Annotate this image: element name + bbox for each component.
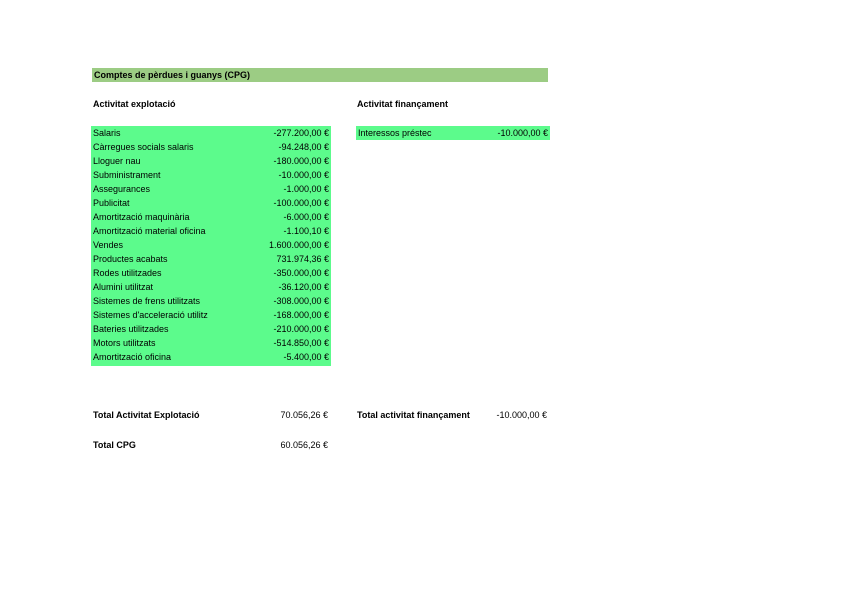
row-label: Sistemes de frens utilitzats <box>93 296 201 306</box>
row-value: -168.000,00 € <box>273 310 329 320</box>
table-row <box>356 126 550 140</box>
table-row <box>91 126 331 140</box>
explotacio-table <box>91 126 331 366</box>
table-row <box>91 308 331 322</box>
total-cpg-value: 60.056,26 € <box>280 440 328 450</box>
row-value: -10.000,00 € <box>278 170 329 180</box>
row-label: Càrregues socials salaris <box>93 142 194 152</box>
total-explotacio-label: Total Activitat Explotació <box>93 410 200 420</box>
table-row <box>91 266 331 280</box>
table-row <box>91 168 331 182</box>
row-label: Publicitat <box>93 198 130 208</box>
row-value: -180.000,00 € <box>273 156 329 166</box>
table-row <box>91 322 331 336</box>
row-label: Amortització maquinària <box>93 212 190 222</box>
row-value: -36.120,00 € <box>278 282 329 292</box>
row-label: Motors utilitzats <box>93 338 156 348</box>
explotacio-heading: Activitat explotació <box>93 99 176 109</box>
row-label: Assegurances <box>93 184 151 194</box>
row-label: Lloguer nau <box>93 156 141 166</box>
row-label: Sistemes d'acceleració utilitz <box>93 310 208 320</box>
row-label: Alumini utilitzat <box>93 282 154 292</box>
table-row <box>91 224 331 238</box>
row-value: 1.600.000,00 € <box>268 240 329 250</box>
row-label: Rodes utilitzades <box>93 268 162 278</box>
row-label: Vendes <box>93 240 124 250</box>
table-row <box>91 350 331 364</box>
table-row <box>91 294 331 308</box>
row-value: -277.200,00 € <box>273 128 329 138</box>
row-value: -5.400,00 € <box>283 352 329 362</box>
table-row <box>91 154 331 168</box>
table-row <box>91 252 331 266</box>
total-financament-label: Total activitat finançament <box>357 410 470 420</box>
row-value: -1.100,10 € <box>283 226 329 236</box>
table-row <box>91 140 331 154</box>
row-label: Bateries utilitzades <box>93 324 169 334</box>
row-label: Productes acabats <box>93 254 168 264</box>
row-value: -94.248,00 € <box>278 142 329 152</box>
row-value: -10.000,00 € <box>497 128 548 138</box>
row-value: -210.000,00 € <box>273 324 329 334</box>
financament-heading: Activitat finançament <box>357 99 449 109</box>
row-label: Interessos préstec <box>358 128 432 138</box>
row-value: -350.000,00 € <box>273 268 329 278</box>
table-row <box>91 280 331 294</box>
financament-table <box>356 126 550 140</box>
total-cpg-label: Total CPG <box>93 440 136 450</box>
table-row <box>91 336 331 350</box>
total-financament-value: -10.000,00 € <box>496 410 547 420</box>
row-value: -1.000,00 € <box>283 184 329 194</box>
total-explotacio-value: 70.056,26 € <box>280 410 328 420</box>
row-label: Amortització material oficina <box>93 226 206 236</box>
row-value: -6.000,00 € <box>283 212 329 222</box>
table-row <box>91 182 331 196</box>
row-value: -514.850,00 € <box>273 338 329 348</box>
table-row <box>91 210 331 224</box>
table-row <box>91 196 331 210</box>
row-value: 731.974,36 € <box>276 254 329 264</box>
row-value: -308.000,00 € <box>273 296 329 306</box>
sheet-title: Comptes de pèrdues i guanys (CPG) <box>92 68 548 82</box>
row-label: Salaris <box>93 128 121 138</box>
row-label: Amortització oficina <box>93 352 172 362</box>
row-label: Subministrament <box>93 170 161 180</box>
table-row <box>91 238 331 252</box>
row-value: -100.000,00 € <box>273 198 329 208</box>
